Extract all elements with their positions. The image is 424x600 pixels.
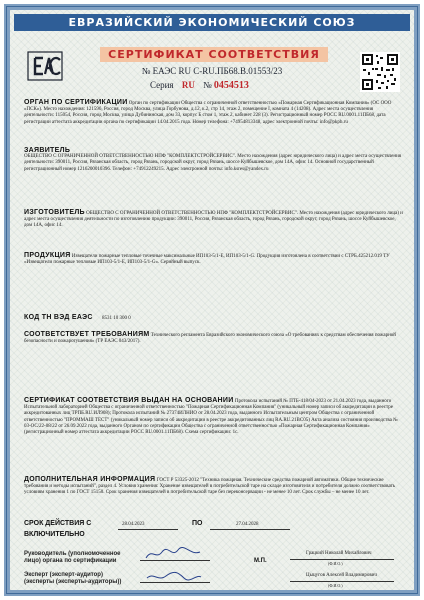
series-value: RU <box>181 80 195 90</box>
section-heading-product: ПРОДУКЦИЯ <box>24 252 71 259</box>
requirements-section <box>24 332 404 345</box>
head-name: Грацкий Николай Михайлович <box>306 551 372 556</box>
expert-signature-icon <box>144 568 204 584</box>
hs-code-value: 8531 10 300 0 <box>101 316 131 321</box>
series-line <box>150 80 249 91</box>
validity-from-line <box>118 529 178 530</box>
expert-name: Цыцугов Алексей Владимирович <box>306 573 377 578</box>
expert-signature-label: Эксперт (эксперт-аудитор) (эксперты (эксперты-аудиторы)) <box>24 572 122 585</box>
validity-to-line <box>210 529 290 530</box>
manufacturer-section <box>24 210 404 230</box>
applicant-text: ОБЩЕСТВО С ОГРАНИЧЕННОЙ ОТВЕТСТВЕННОСТЬЮ НПФ "КОМПЛЕКТСТРОЙСЕРВИС". Место нахождения (адрес юридического лица) и адрес места осуществления деятельности: 390011, Россия, Рязанская область, город Рязань, городской округ, город Рязань, шоссе Куйбышевское, дом 14А, офис 14. Основной государственный регистрационный номер 1216200010396. Телефон: +74912249215. Адрес электронной почты: info.ksres@yandex.ru <box>24 154 402 172</box>
certificate-sheet <box>4 4 420 596</box>
basis-section <box>24 398 404 436</box>
additional-info-text: ГОСТ Р 53325-2012 "Техника пожарная. Технические средства пожарной автоматики. Общие технические требования и методы испытаний", раздел 4. Условия хранения: Хранение извещателей в потребительской таре на складе изготовителя и потребителя должно соответствовать условиям хранения 1 по ГОСТ 15150. Срок хранения извещателей в потребительской таре без переконсервации - не менее 10 лет. Срок службы – не менее 10 лет. <box>24 478 396 496</box>
additional-info-section <box>24 477 404 497</box>
product-text: Извещатели пожарные тепловые точечные максимальные ИП103-5/1-Е, ИП103-5/1-G. Продукция изготовлена в соответствии с СТРБ.425212.019 ТУ «Извещатели пожарные тепловые ИП103-5/1-Е, ИП103-5/1-G». Серийный выпуск. <box>24 254 390 266</box>
manufacturer-text: ОБЩЕСТВО С ОГРАНИЧЕННОЙ ОТВЕТСТВЕННОСТЬЮ НПФ "КОМПЛЕКТСТРОЙСЕРВИС". Место нахождения (адрес юридического лица) и адрес места осуществления деятельности по изготовлению продукции: 390011, Россия, Рязанская область, город Рязань, городской округ, город Рязань, шоссе Куйбышевское, дом 14А, офис 14. <box>24 211 403 229</box>
section-heading-hs-code: КОД ТН ВЭД ЕАЭС <box>24 314 93 321</box>
hs-code-section <box>24 315 404 322</box>
section-heading-additional: ДОПОЛНИТЕЛЬНАЯ ИНФОРМАЦИЯ <box>24 476 156 483</box>
registration-number: № ЕАЭС RU C-RU.ПБ68.В.01553/23 <box>141 66 283 76</box>
union-banner: ЕВРАЗИЙСКИЙ ЭКОНОМИЧЕСКИЙ СОЮЗ <box>14 14 410 31</box>
expert-name-caption: (Ф.И.О.) <box>328 583 343 588</box>
series-label: Серия <box>150 80 174 90</box>
section-heading-manufacturer: ИЗГОТОВИТЕЛЬ <box>24 209 85 216</box>
certification-body-text: Орган по сертификации Общества с ограниченной ответственностью «Пожарная Сертификационная Компания» (ОС ООО «ПСК»). Место нахождения: 121596, Россия, город Москва, улица Горбунова, д.12, к.2, стр 14, этаж 2, помещение I, комната 4 (14208). Адрес места осуществления деятельности: 115054, Россия, город Москва, улица Дубининская, дом 33, корпус Б стом 1, этаж 2, кабинет 228 (3). Регистрационный номер РОСС RU.0001.11ПБ68, дата регистрации аттестата аккредитации органа по сертификации 14.04.2015 года. Номер телефона: +74954813348, адрес электронной почты: info@pkpb.ru <box>24 101 392 125</box>
expert-name-line <box>290 581 394 582</box>
validity-to-date: 27.04.2028 <box>236 522 259 527</box>
section-heading-basis: СЕРТИФИКАТ СООТВЕТСТВИЯ ВЫДАН НА ОСНОВАНИИ <box>24 397 234 404</box>
validity-from-date: 28.04.2023 <box>122 522 145 527</box>
serial-number: 0454513 <box>213 80 249 91</box>
product-section <box>24 253 404 266</box>
head-name-line <box>290 559 394 560</box>
validity-from-label: СРОК ДЕЙСТВИЯ С <box>24 520 92 527</box>
section-heading-applicant: ЗАЯВИТЕЛЬ <box>24 147 71 154</box>
head-signature-icon <box>144 546 204 562</box>
basis-text: Протокола испытаний № ПТБ-418/04-2023 от 21.04.2023 года, выданного Испытательной лабораторией Общества с ограниченной ответственностью "Пожарная Сертификационная Компания" (уникальный номер записи об аккредитации в реестре аккредитованных лиц ТРПБ.RU.ИЛ908); Протокола испытаний № 27374ИЛНИО от 28.04.2023 года, выданного Испытательным центром Общества с ограниченной ответственностью "ПРОММАШ ТЕСТ" (уникальный номер записи об аккредитации в реестре аккредитованных лиц RA.RU.21ВС05) Акта анализа состояния производства № 03-ОС/22-08/22 от 26.09.2022 года, выданного Органом по сертификации Общества с ограниченной ответственностью «Пожарная Сертификационная Компания» (регистрационный номер аттестата аккредитации РОСС RU.0001.11ПБ68). Схема сертификации: 1с. <box>24 399 398 436</box>
certification-body-section <box>24 100 404 126</box>
validity-to-label: ПО <box>192 520 203 527</box>
section-heading-requirements: СООТВЕТСТВУЕТ ТРЕБОВАНИЯМ <box>24 331 150 338</box>
head-signature-label: Руководитель (уполномоченное лицо) органа по сертификации <box>24 551 121 564</box>
head-name-caption: (Ф.И.О.) <box>328 561 343 566</box>
serial-prefix: № <box>203 80 212 90</box>
stamp-label: М.П. <box>254 558 267 564</box>
requirements-text: Технического регламента Евразийского экономического союза «О требованиях к средствам обеспечения пожарной безопасности и пожаротушения» (ТР ЕАЭС 043/2017). <box>24 333 396 345</box>
validity-inclusive-label: ВКЛЮЧИТЕЛЬНО <box>24 531 85 538</box>
certificate-title: СЕРТИФИКАТ СООТВЕТСТВИЯ <box>100 47 328 62</box>
applicant-section <box>24 148 404 173</box>
section-heading-certification-body: ОРГАН ПО СЕРТИФИКАЦИИ <box>24 99 128 106</box>
